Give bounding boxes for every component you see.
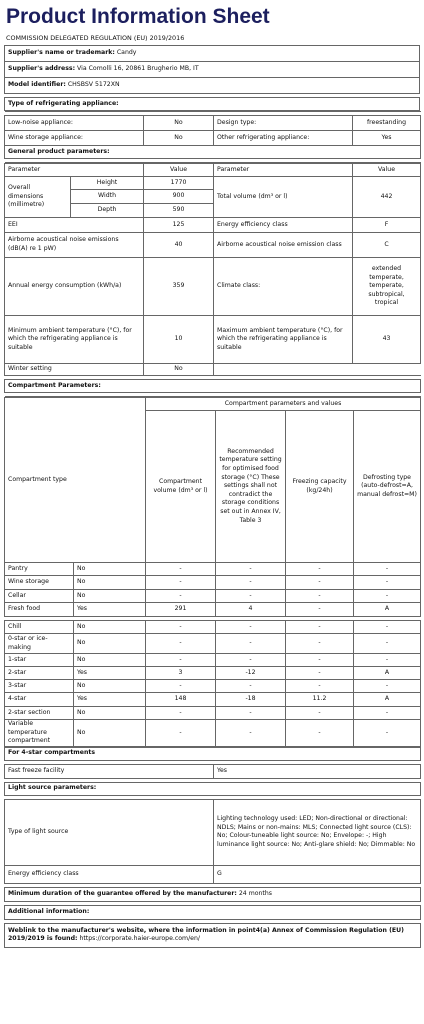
compartment-present: No (74, 707, 146, 720)
supplier-name: Candy (116, 49, 137, 57)
compartment-freeze: - (286, 621, 354, 634)
noise-label: Airborne acoustical noise emissions (dB(A) re 1 pW) (5, 233, 144, 258)
light-type-value: Lighting technology used: LED; Non-directional or directional: NDLS; Mains or non-mains: MLS; Connected light source (CLS): No; Colour-tuneable light source: No; Envelope: -; High luminance light source: No; Anti-glare shield: No; Dimmable: No (214, 799, 421, 865)
value-header: Value (144, 164, 214, 177)
page-title: Product Information Sheet (6, 5, 270, 28)
eei-label: EEI (5, 218, 144, 233)
low-noise-value: No (144, 116, 214, 131)
light-type-label: Type of light source (5, 799, 214, 865)
annual-energy-label: Annual energy consumption (kWh/a) (5, 258, 144, 316)
compartment-freeze: - (286, 634, 354, 654)
compartment-params-header: Compartment parameters and values (146, 398, 421, 411)
low-noise-label: Low-noise appliance: (5, 116, 144, 131)
depth-value: 590 (144, 204, 214, 218)
compartment-name: 1-star (5, 654, 74, 667)
compartment-temp: - (216, 563, 286, 576)
type-heading: Type of refrigerating appliance: (5, 98, 420, 111)
model-row (5, 78, 420, 94)
max-temp-label: Maximum ambient temperature (°C), for which the refrigerating appliance is suitable (214, 316, 353, 364)
compartment-present: No (74, 563, 146, 576)
compartment-present: Yes (74, 693, 146, 707)
design-type-label: Design type: (214, 116, 353, 131)
compartment-defrost: A (354, 667, 421, 680)
compartment-name: Pantry (5, 563, 74, 576)
compartment-present: Yes (74, 603, 146, 617)
compartment-defrost: - (354, 621, 421, 634)
compartment-temp: 4 (216, 603, 286, 617)
compartment-present: No (74, 720, 146, 747)
four-star-heading: For 4-star compartments (5, 747, 421, 760)
compartment-temp: - (216, 707, 286, 720)
compartment-name: 4-star (5, 693, 74, 707)
width-value: 900 (144, 190, 214, 204)
winter-setting-label: Winter setting (5, 364, 144, 376)
compartment-row (5, 654, 421, 667)
compartment-name: Chill (5, 621, 74, 634)
compartment-present: No (74, 590, 146, 603)
compartment-temp: - (216, 720, 286, 747)
weblink-row (5, 923, 421, 947)
freezing-header: Freezing capacity (kg/24h) (286, 411, 354, 563)
compartment-present: No (74, 621, 146, 634)
compartment-defrost: - (354, 634, 421, 654)
compartment-freeze: 11.2 (286, 693, 354, 707)
compartment-defrost: - (354, 680, 421, 693)
noise-class-value: C (353, 233, 421, 258)
total-volume-value: 442 (353, 177, 421, 218)
winter-setting-value: No (144, 364, 214, 376)
overall-dimensions-label: Overall dimensions (millimetre) (5, 177, 71, 218)
wine-storage-value: No (144, 131, 214, 146)
supplier-address-label: Supplier's address: (8, 65, 76, 73)
compartment-vol: - (146, 563, 216, 576)
light-class-value: G (214, 865, 421, 883)
compartment-row (5, 634, 421, 654)
compartment-table (4, 397, 421, 747)
compartment-row (5, 720, 421, 747)
compartment-row (5, 621, 421, 634)
compartment-vol: 291 (146, 603, 216, 617)
compartment-freeze: - (286, 563, 354, 576)
min-temp-label: Minimum ambient temperature (°C), for which the refrigerating appliance is suitable (5, 316, 144, 364)
compartment-temp: -12 (216, 667, 286, 680)
weblink-label: Weblink to the manufacturer's website, where the information in point4(a) Annex of Commission Regulation (EU) 2019/2019 is found: (8, 926, 405, 943)
compartment-temp: - (216, 634, 286, 654)
model-label: Model identifier: (8, 81, 66, 89)
compartment-name: 0-star or ice-making (5, 634, 74, 654)
compartment-vol: 3 (146, 667, 216, 680)
compartment-vol: - (146, 590, 216, 603)
wine-storage-label: Wine storage appliance: (5, 131, 144, 146)
depth-label: Depth (71, 204, 144, 218)
height-value: 1770 (144, 177, 214, 190)
compartment-vol: - (146, 576, 216, 590)
compartment-row (5, 680, 421, 693)
value-header-2: Value (353, 164, 421, 177)
compartment-freeze: - (286, 576, 354, 590)
compartment-row (5, 693, 421, 707)
compartment-defrost: - (354, 707, 421, 720)
supplier-address-row (5, 62, 420, 78)
parameter-header-2: Parameter (214, 164, 353, 177)
defrost-header: Defrosting type (auto-defrost=A, manual defrost=M) (354, 411, 421, 563)
additional-heading: Additional information: (5, 905, 421, 919)
compartment-defrost: - (354, 654, 421, 667)
min-temp-value: 10 (144, 316, 214, 364)
height-label: Height (71, 177, 144, 190)
compartment-temp: - (216, 621, 286, 634)
noise-class-label: Airborne acoustical noise emission class (214, 233, 353, 258)
compartment-vol: - (146, 634, 216, 654)
compartment-present: No (74, 634, 146, 654)
compartment-row (5, 603, 421, 617)
compartment-temp: - (216, 680, 286, 693)
temp-header: Recommended temperature setting for optimised food storage (°C) These settings shall not contradict the storage conditions set out in Annex IV, Table 3 (216, 411, 286, 563)
compartment-present: No (74, 576, 146, 590)
general-heading: General product parameters: (5, 146, 421, 159)
eei-value: 125 (144, 218, 214, 233)
width-label: Width (71, 190, 144, 204)
compartment-name: Cellar (5, 590, 74, 603)
other-appliance-value: Yes (353, 131, 421, 146)
compartment-temp: - (216, 590, 286, 603)
energy-class-label: Energy efficiency class (214, 218, 353, 233)
compartment-row (5, 667, 421, 680)
compartment-name: 3-star (5, 680, 74, 693)
parameter-header: Parameter (5, 164, 144, 177)
weblink-url[interactable]: https://corporate.haier-europe.com/en/ (79, 935, 200, 943)
light-class-label: Energy efficiency class (5, 865, 214, 883)
noise-value: 40 (144, 233, 214, 258)
supplier-address: Via Comolli 16, 20861 Brugherio MB, IT (77, 65, 199, 73)
guarantee-label: Minimum duration of the guarantee offered by the manufacturer: (8, 889, 237, 897)
guarantee-row (5, 887, 421, 901)
light-heading: Light source parameters: (5, 782, 421, 795)
energy-class-value: F (353, 218, 421, 233)
regulation-subtitle: COMMISSION DELEGATED REGULATION (EU) 2019/2016 (6, 34, 185, 42)
compartment-present: Yes (74, 667, 146, 680)
compartment-vol: 148 (146, 693, 216, 707)
compartment-row (5, 563, 421, 576)
compartment-freeze: - (286, 707, 354, 720)
guarantee-value: 24 months (238, 889, 273, 897)
compartment-name: Wine storage (5, 576, 74, 590)
compartment-vol: - (146, 720, 216, 747)
compartment-name: Variable temperature compartment (5, 720, 74, 747)
compartment-temp: - (216, 654, 286, 667)
compartment-temp: - (216, 576, 286, 590)
compartment-vol: - (146, 654, 216, 667)
type-table (4, 111, 421, 163)
model-identifier: CHSBSV 5172XN (67, 81, 120, 89)
compartment-heading: Compartment Parameters: (5, 380, 421, 393)
compartment-freeze: - (286, 590, 354, 603)
compartment-name: 2-star section (5, 707, 74, 720)
annual-energy-value: 359 (144, 258, 214, 316)
compartment-freeze: - (286, 654, 354, 667)
compartment-vol: - (146, 707, 216, 720)
compartment-freeze: - (286, 667, 354, 680)
max-temp-value: 43 (353, 316, 421, 364)
compartment-row (5, 576, 421, 590)
total-volume-label: Total volume (dm³ or l) (214, 177, 353, 218)
compartment-freeze: - (286, 720, 354, 747)
compartment-defrost: - (354, 590, 421, 603)
supplier-name-row (5, 46, 420, 62)
compartment-present: No (74, 680, 146, 693)
fast-freeze-label: Fast freeze facility (5, 764, 214, 778)
compartment-defrost: - (354, 563, 421, 576)
general-parameters-table (4, 163, 421, 397)
compartment-defrost: - (354, 720, 421, 747)
compartment-present: No (74, 654, 146, 667)
compartment-name: 2-star (5, 667, 74, 680)
compartment-vol: - (146, 680, 216, 693)
fast-freeze-value: Yes (214, 764, 421, 778)
compartment-temp: -18 (216, 693, 286, 707)
volume-header: Compartment volume (dm³ or l) (146, 411, 216, 563)
other-appliance-label: Other refrigerating appliance: (214, 131, 353, 146)
climate-class-label: Climate class: (214, 258, 353, 316)
compartment-defrost: A (354, 603, 421, 617)
supplier-name-label: Supplier's name or trademark: (8, 49, 115, 57)
compartment-freeze: - (286, 680, 354, 693)
four-star-table (4, 747, 421, 948)
climate-class-value: extended temperate, temperate, subtropical, tropical (353, 258, 421, 316)
compartment-row (5, 707, 421, 720)
compartment-name: Fresh food (5, 603, 74, 617)
design-type-value: freestanding (353, 116, 421, 131)
compartment-row (5, 590, 421, 603)
compartment-freeze: - (286, 603, 354, 617)
supplier-table (4, 45, 420, 111)
compartment-vol: - (146, 621, 216, 634)
compartment-defrost: A (354, 693, 421, 707)
compartment-type-header: Compartment type (5, 398, 146, 563)
compartment-defrost: - (354, 576, 421, 590)
